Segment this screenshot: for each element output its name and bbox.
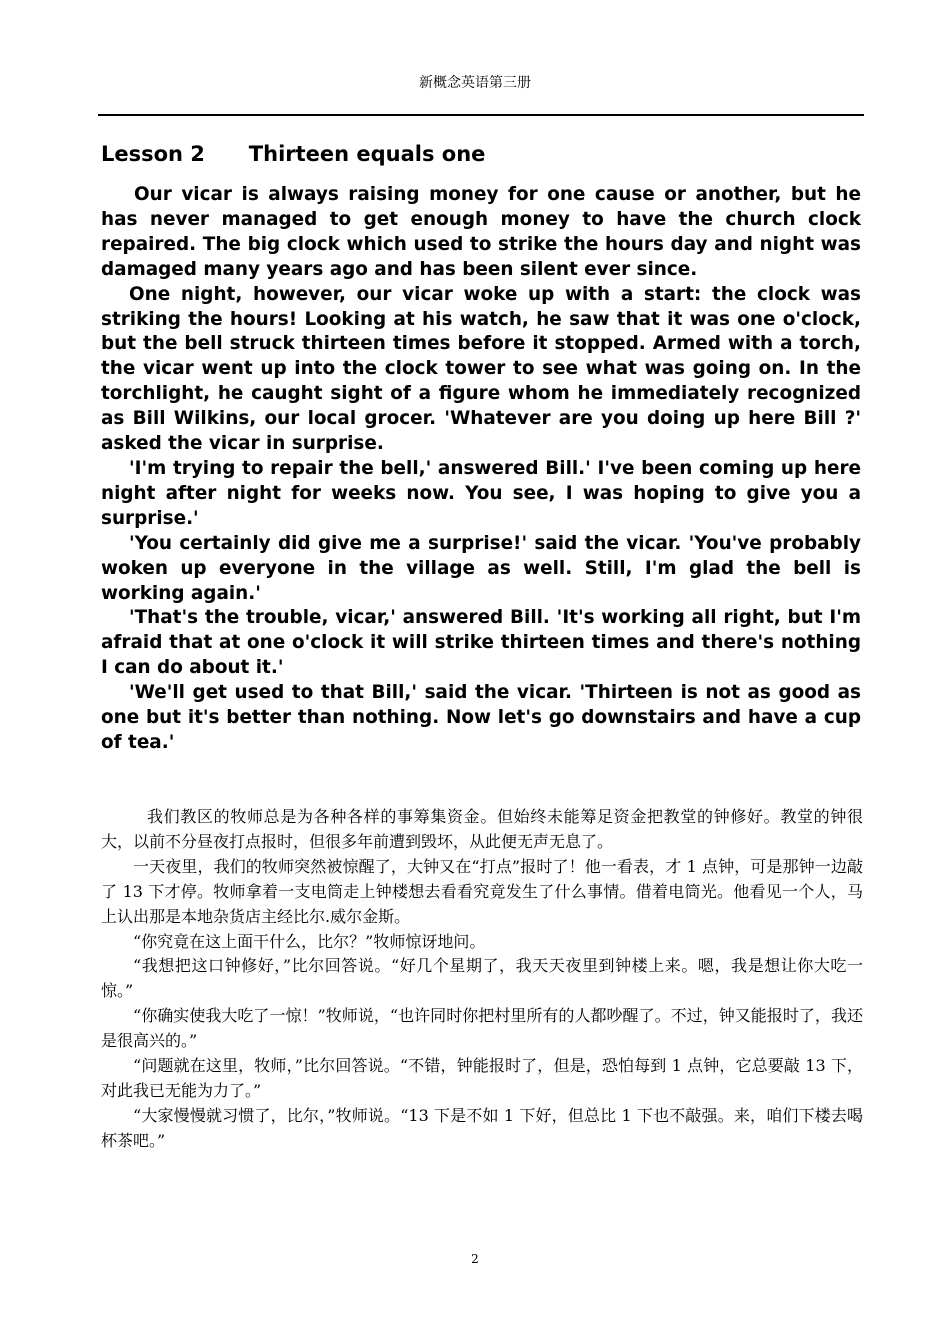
english-text xyxy=(101,183,861,756)
english-paragraph: 'We'll get used to that Bill,' said the vicar. 'Thirteen is not as good as one but it's better than nothing. Now let's go downstairs and have a cup of tea.' xyxy=(101,682,861,753)
english-paragraph: 'That's the trouble, vicar,' answered Bill. 'It's working all right, but I'm afraid that at one o'clock it will strike thirteen times and there's nothing I can do about it.' xyxy=(101,607,861,679)
chinese-translation xyxy=(101,805,863,1154)
chinese-paragraph: “大家慢慢就习惯了，比尔，”牧师说。“13 下是不如 1 下好，但总比 1 下也不敲强。来，咱们下楼去喝杯茶吧。” xyxy=(101,1105,863,1150)
chinese-paragraph: 一天夜里，我们的牧师突然被惊醒了，大钟又在“打点”报时了！他一看表，才 1 点钟，可是那钟一边敲了 13 下才停。牧师拿着一支电筒走上钟楼想去看看究竟发生了什么事情。借着电筒光。他看见一个人，马上认出那是本地杂货店主经比尔.威尔金斯。 xyxy=(101,856,863,926)
chinese-paragraph: “你确实使我大吃了一惊！”牧师说，“也许同时你把村里所有的人都吵醒了。不过，钟又能报时了，我还是很高兴的。” xyxy=(101,1006,863,1051)
lesson-title: Lesson 2 Thirteen equals one xyxy=(101,142,486,166)
header-rule xyxy=(98,114,864,116)
english-paragraph: One night, however, our vicar woke up with a start: the clock was striking the hours! Looking at his watch, he saw that it was one o'clock, but the bell struck thirteen times before it stopped. Armed with a torch, the vicar went up into the clock tower to see what was going on. In the torchlight, he caught sight of a figure whom he immediately recognized as Bill Wilkins, our local grocer. 'Whatever are you doing up here Bill ?' asked the vicar in surprise. xyxy=(101,283,861,455)
chinese-paragraph: “你究竟在这上面干什么，比尔？”牧师惊讶地问。 xyxy=(133,931,486,951)
english-paragraph: 'I'm trying to repair the bell,' answered Bill.' I've been coming up here night after night for weeks now. You see, I was hoping to give you a surprise.' xyxy=(101,457,861,529)
chinese-paragraph: “问题就在这里，牧师，”比尔回答说。“不错，钟能报时了，但是，恐怕每到 1 点钟，它总要敲 13 下，对此我已无能为力了。” xyxy=(101,1056,863,1100)
page-number: 2 xyxy=(471,1252,479,1266)
english-paragraph: Our vicar is always raising money for one cause or another, but he has never managed to get enough money to have the church clock repaired. The big clock which used to strike the hours day and night was damaged many years ago and has been silent ever since. xyxy=(101,184,861,280)
running-header: 新概念英语第三册 xyxy=(419,75,531,91)
chinese-paragraph: “我想把这口钟修好，”比尔回答说。“好几个星期了，我天天夜里到钟楼上来。嗯，我是想让你大吃一惊。” xyxy=(101,956,863,1001)
english-paragraph: 'You certainly did give me a surprise!' said the vicar. 'You've probably woken up everyone in the village as well. Still, I'm glad the bell is working again.' xyxy=(101,532,861,604)
chinese-paragraph: 我们教区的牧师总是为各种各样的事筹集资金。但始终未能筹足资金把教堂的钟修好。教堂的钟很大，以前不分昼夜打点报时，但很多年前遭到毁坏，从此便无声无息了。 xyxy=(101,807,863,851)
